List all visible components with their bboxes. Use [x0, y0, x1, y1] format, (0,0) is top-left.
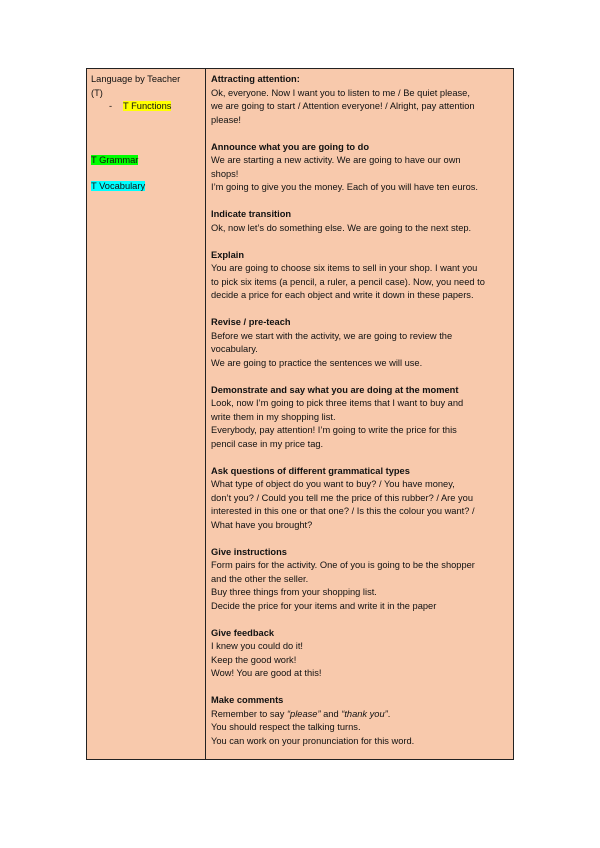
section-line: pencil case in my price tag. [211, 438, 324, 449]
section-attracting-attention [211, 73, 510, 127]
section-line: What have you brought? [211, 519, 313, 530]
section-line: Buy three things from your shopping list. [211, 587, 377, 597]
section-demonstrate [211, 384, 510, 452]
section-heading: Explain [211, 249, 245, 260]
left-title-line1: Language by Teacher [91, 74, 181, 84]
section-heading: Make comments [211, 695, 284, 705]
comment-please: “please” [286, 708, 321, 719]
section-line: Ok, now let’s do something else. We are going to the next step. [211, 222, 472, 233]
section-line: interested in this one or that one? / Is this the colour you want? / [211, 506, 475, 516]
left-column [87, 69, 206, 759]
section-line: Wow! You are good at this! [211, 668, 322, 678]
section-line: We are going to practice the sentences we will use. [211, 357, 423, 368]
section-line: Everybody, pay attention! I’m going to write the price for this [211, 425, 457, 435]
section-line: Look, now I’m going to pick three items that I want to buy and [211, 398, 464, 408]
comment-suffix: . [387, 708, 391, 719]
vocabulary-label: T Vocabulary [91, 181, 146, 191]
section-line: I knew you could do it! [211, 641, 303, 651]
section-transition [211, 208, 510, 235]
section-line: You can work on your pronunciation for this word. [211, 735, 415, 746]
section-line: You are going to choose six items to sell in your shop. I want you [211, 263, 478, 273]
section-heading: Indicate transition [211, 209, 292, 219]
language-table [86, 68, 514, 760]
right-column [206, 69, 513, 759]
functions-label: T Functions [123, 101, 172, 111]
section-line: write them in my shopping list. [211, 411, 336, 422]
comment-line [211, 708, 510, 722]
section-revise [211, 316, 510, 370]
section-line: don’t you? / Could you tell me the price of this rubber? / Are you [211, 492, 474, 503]
section-announce [211, 141, 510, 195]
section-line: Keep the good work! [211, 654, 297, 665]
section-line: You should respect the talking turns. [211, 722, 361, 732]
section-line: shops! [211, 168, 239, 179]
section-line: decide a price for each object and write it down in these papers. [211, 290, 474, 300]
grammar-label: T Grammar [91, 154, 139, 165]
section-heading: Ask questions of different grammatical types [211, 465, 410, 476]
section-line: We are starting a new activity. We are going to have our own [211, 155, 461, 165]
section-heading: Give feedback [211, 627, 275, 638]
section-heading: Give instructions [211, 546, 287, 557]
section-line: Ok, everyone. Now I want you to listen to me / Be quiet please, [211, 87, 470, 98]
section-heading: Revise / pre-teach [211, 317, 291, 327]
comment-middle: and [320, 708, 342, 719]
section-line: and the other the seller. [211, 573, 309, 584]
functions-row [91, 100, 202, 114]
section-heading: Attracting attention: [211, 74, 300, 84]
section-heading: Demonstrate and say what you are doing at the moment [211, 384, 459, 395]
section-instructions [211, 546, 510, 614]
section-line: vocabulary. [211, 344, 258, 354]
functions-dash: - [109, 101, 113, 111]
section-line: we are going to start / Attention everyone! / Alright, pay attention [211, 101, 475, 111]
section-line: to pick six items (a pencil, a ruler, a pencil case). Now, you need to [211, 276, 485, 287]
section-line: What type of object do you want to buy? / You have money, [211, 479, 455, 489]
left-title-line2: (T) [91, 87, 103, 98]
section-explain [211, 249, 510, 303]
section-line: Form pairs for the activity. One of you is going to be the shopper [211, 560, 475, 570]
section-questions [211, 465, 510, 533]
comment-prefix: Remember to say [211, 708, 287, 719]
comment-thankyou: “thank you” [341, 708, 388, 719]
section-line: I’m going to give you the money. Each of you will have ten euros. [211, 182, 479, 192]
section-line: Decide the price for your items and write it in the paper [211, 600, 437, 611]
section-feedback [211, 627, 510, 681]
section-heading: Announce what you are going to do [211, 141, 370, 152]
section-line: please! [211, 114, 241, 125]
section-line: Before we start with the activity, we are going to review the [211, 330, 453, 341]
section-comments [211, 694, 510, 748]
